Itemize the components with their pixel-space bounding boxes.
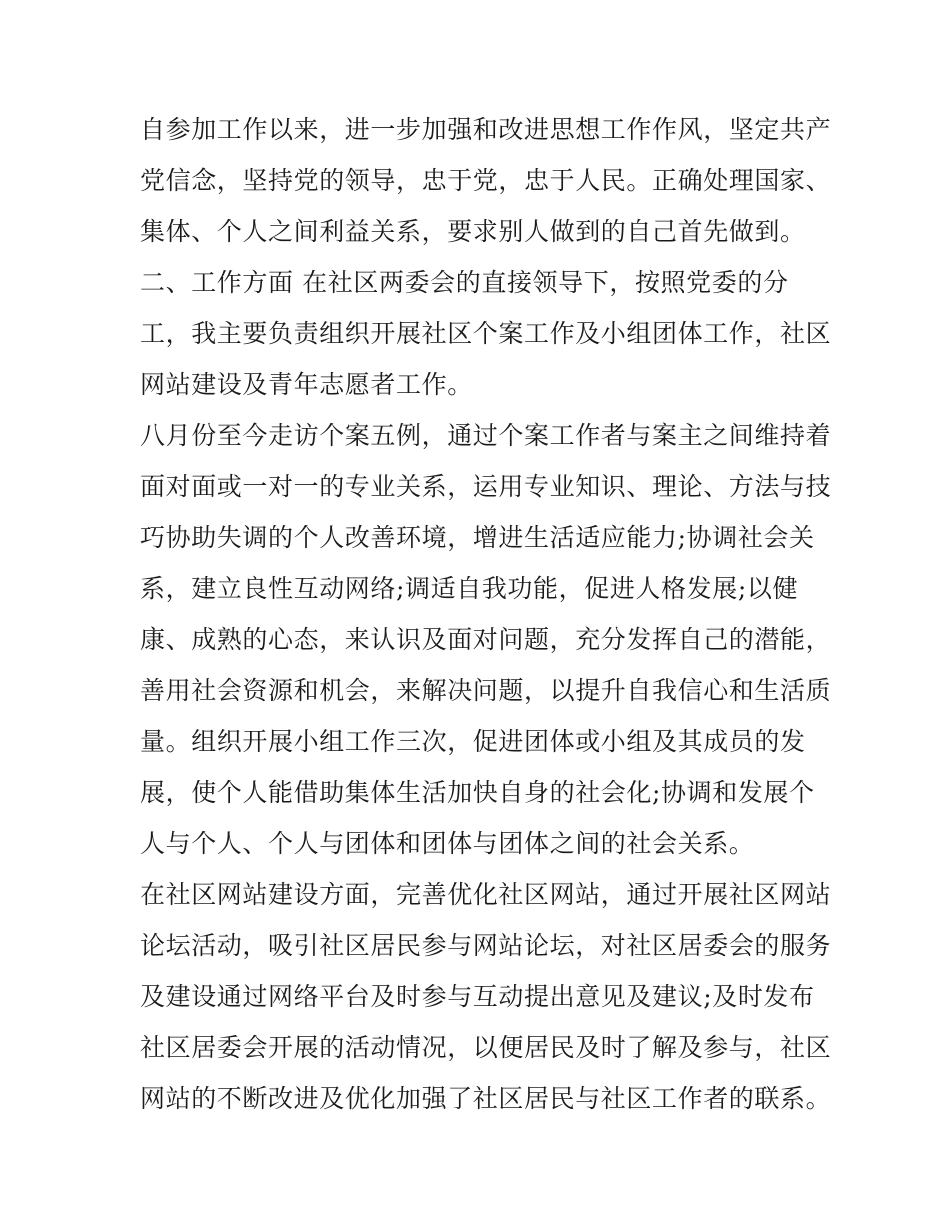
- text-line: 巧协助失调的个人改善环境，增进生活适应能力;协调社会关: [140, 523, 815, 552]
- text-line: 人与个人、个人与团体和团体与团体之间的社会关系。: [140, 829, 755, 858]
- document-body: [140, 104, 832, 1124]
- text-line: 康、成熟的心态，来认识及面对问题，充分发挥自己的潜能，: [140, 625, 832, 654]
- text-line: 社区居委会开展的活动情况，以便居民及时了解及参与，社区: [140, 1033, 832, 1062]
- text-line: 论坛活动，吸引社区居民参与网站论坛，对社区居委会的服务: [140, 931, 832, 960]
- text-line: 系，建立良性互动网络;调适自我功能，促进人格发展;以健: [140, 574, 799, 603]
- text-line: 展，使个人能借助集体生活加快自身的社会化;协调和发展个: [140, 778, 815, 807]
- text-line: 工，我主要负责组织开展社区个案工作及小组团体工作，社区: [140, 319, 832, 348]
- text-line: 善用社会资源和机会，来解决问题，以提升自我信心和生活质: [140, 676, 832, 705]
- text-line: 党信念，坚持党的领导，忠于党，忠于人民。正确处理国家、: [140, 166, 832, 195]
- text-line: 量。组织开展小组工作三次，促进团体或小组及其成员的发: [140, 727, 806, 756]
- text-line: 二、工作方面 在社区两委会的直接领导下，按照党委的分: [140, 268, 789, 297]
- text-line: 在社区网站建设方面，完善优化社区网站，通过开展社区网站: [140, 880, 832, 909]
- text-line: 集体、个人之间利益关系，要求别人做到的自己首先做到。: [140, 217, 806, 246]
- text-line: 八月份至今走访个案五例，通过个案工作者与案主之间维持着: [140, 421, 832, 450]
- text-line: 网站的不断改进及优化加强了社区居民与社区工作者的联系。: [140, 1084, 832, 1113]
- text-line: 网站建设及青年志愿者工作。: [140, 370, 473, 399]
- text-line: 面对面或一对一的专业关系，运用专业知识、理论、方法与技: [140, 472, 832, 501]
- text-line: 及建设通过网络平台及时参与互动提出意见及建议;及时发布: [140, 982, 815, 1011]
- text-line: 自参加工作以来，进一步加强和改进思想工作作风，坚定共产: [140, 115, 832, 144]
